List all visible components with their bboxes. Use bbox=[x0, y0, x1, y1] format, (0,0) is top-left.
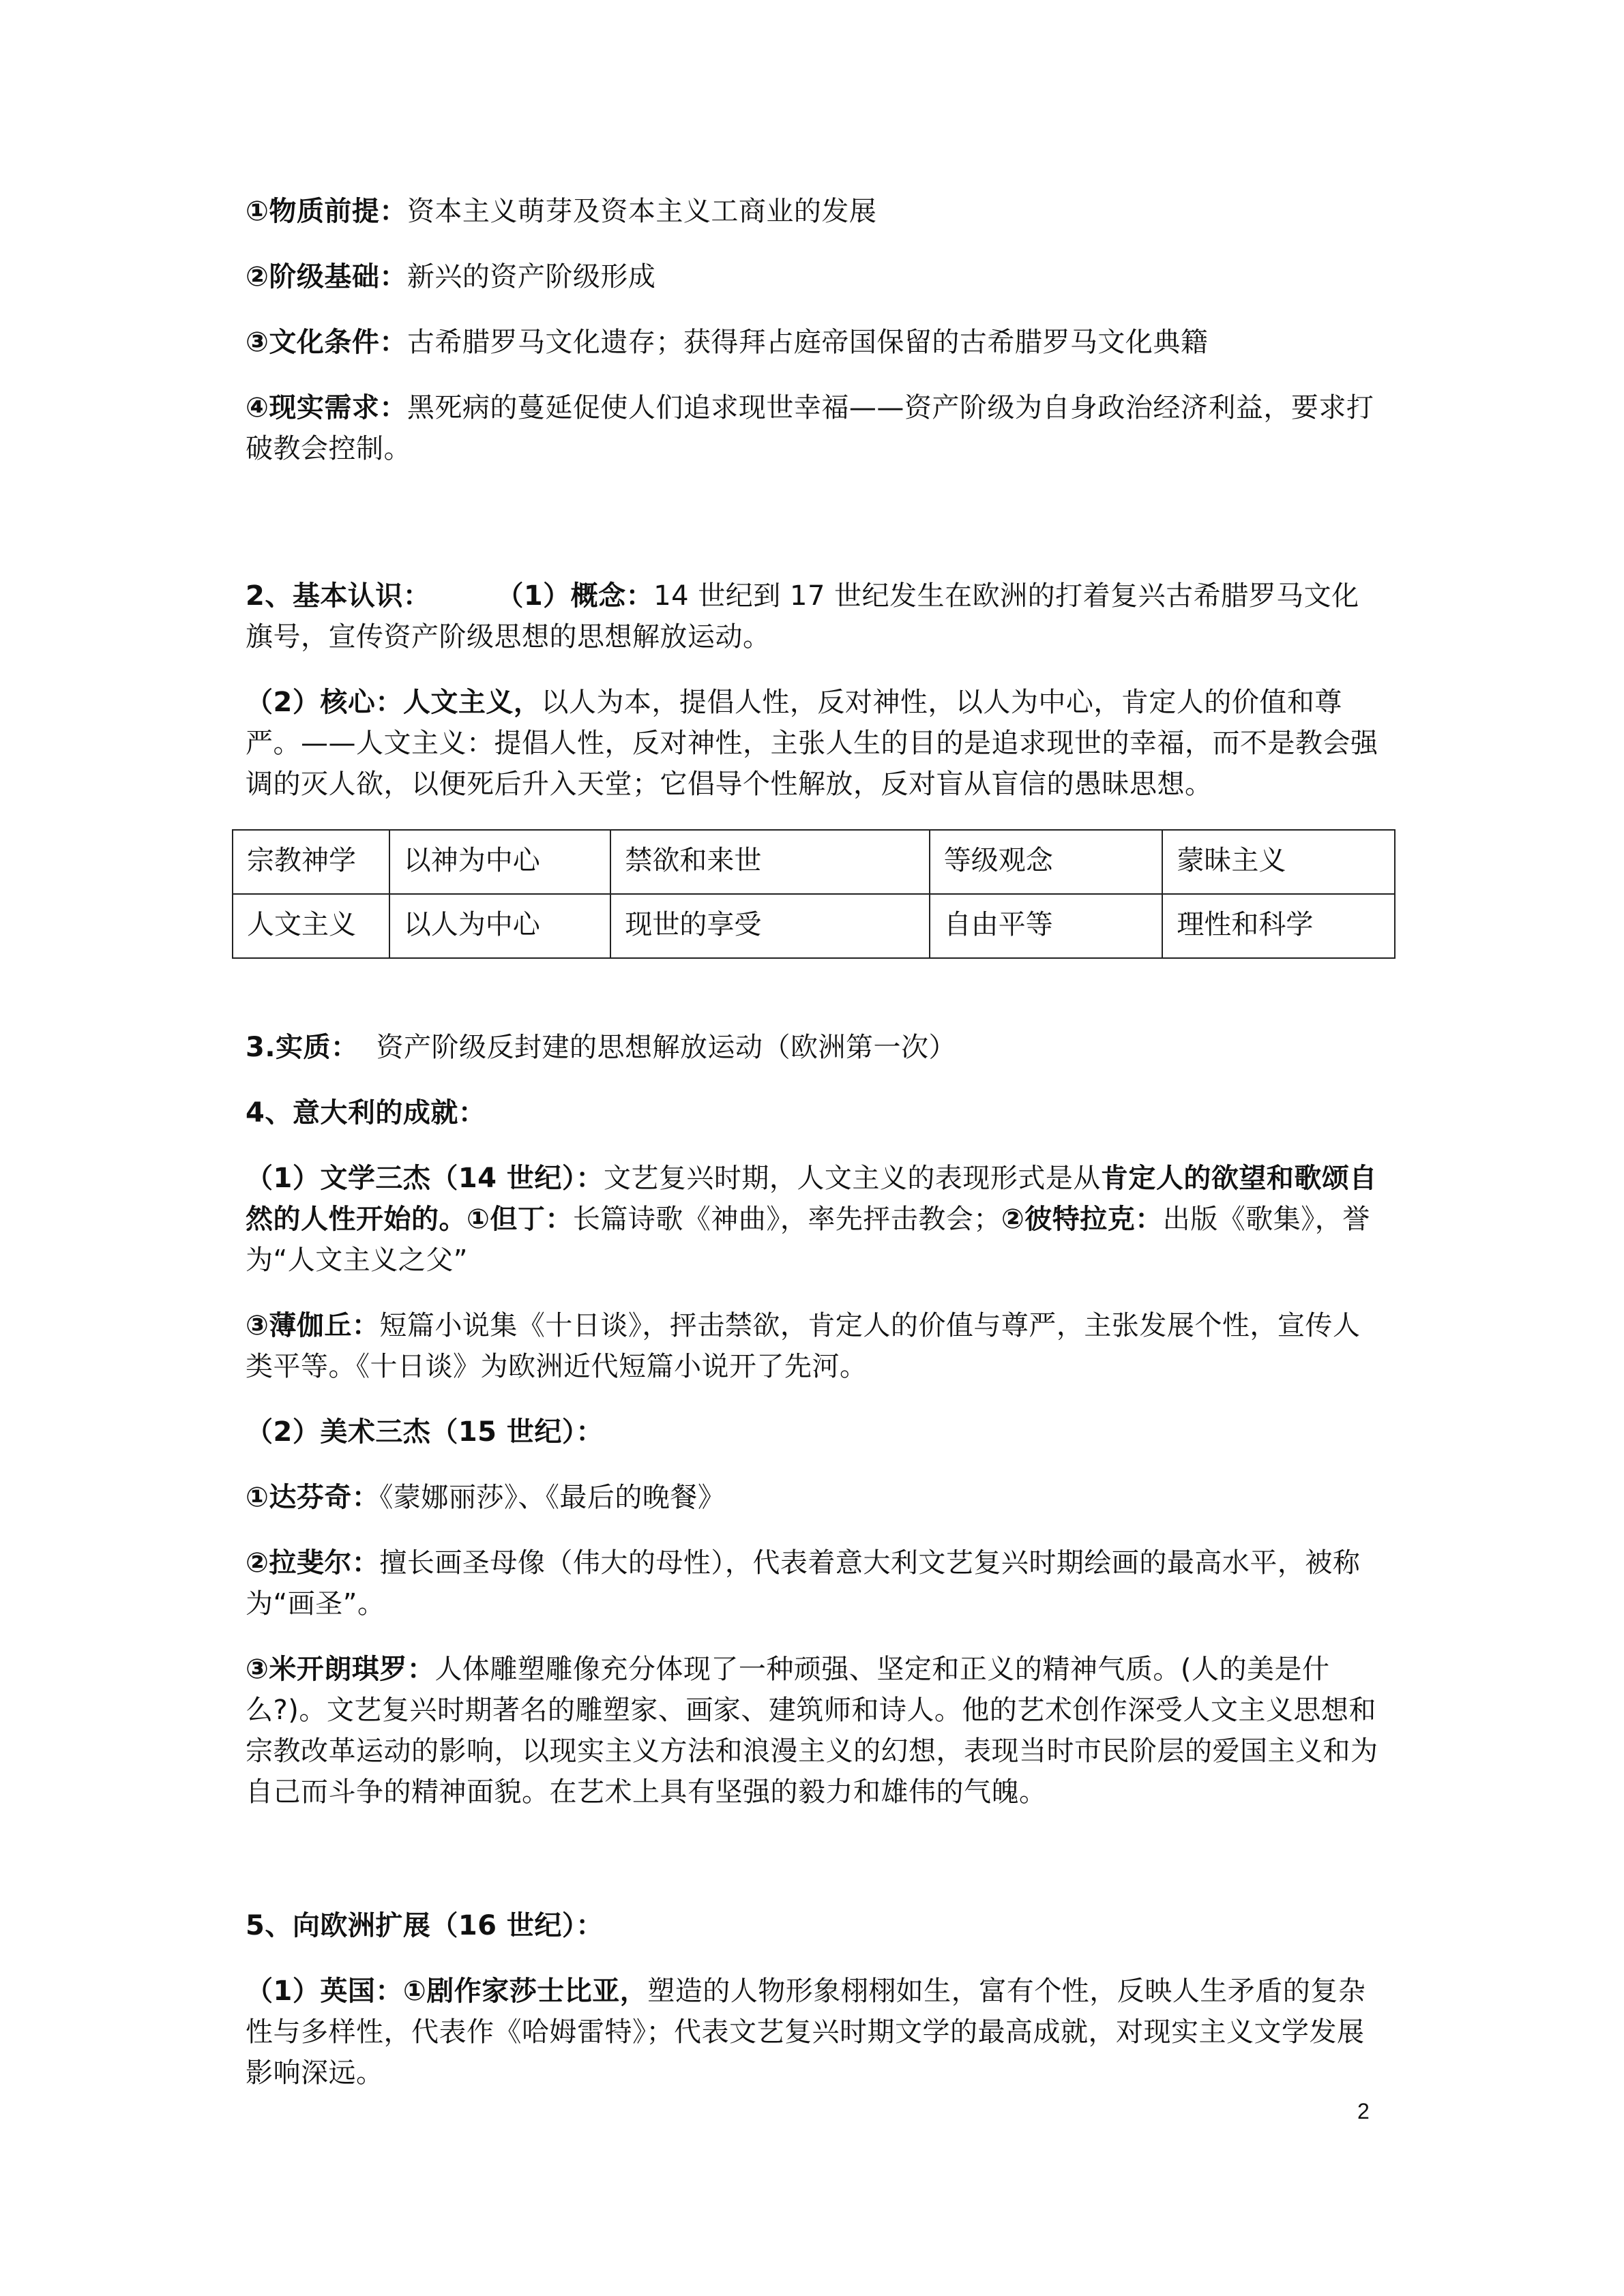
table-cell: 理性和科学 bbox=[1162, 894, 1395, 958]
spacer bbox=[246, 494, 1385, 576]
text-dante: 长篇诗歌《神曲》，率先抨击教会； bbox=[572, 1204, 1001, 1235]
label-davinci: ①达芬奇： bbox=[246, 1482, 380, 1513]
text-michelangelo: 人体雕塑雕像充分体现了一种顽强、坚定和正义的精神气质。(人的美是什么?)。文艺复兴时期著名的雕塑家、画家、建筑师和诗人。他的艺术创作深受人文主义思想和宗教改革运动的影响，以现实主义方法和浪漫主义的幻想，表现当时市民阶层的爱国主义和为自己而斗争的精神面貌。在艺术上具有坚强的毅力和雄伟的气魄。 bbox=[246, 1654, 1378, 1808]
heading-italy-achievements: 4、意大利的成就： bbox=[246, 1097, 486, 1129]
label-petrarch: ②彼特拉克： bbox=[1001, 1204, 1163, 1235]
text-concept: 14 世纪到 17 世纪发生在欧洲的打着复兴古希腊罗马文化旗号，宣传资产阶级思想的思想解放运动。 bbox=[246, 580, 1359, 653]
table-row-humanism bbox=[233, 894, 1395, 958]
text-raphael: 擅长画圣母像（伟大的母性），代表着意大利文艺复兴时期绘画的最高水平，被称为“画圣”。 bbox=[246, 1547, 1361, 1620]
label-dante: ①但丁： bbox=[467, 1204, 573, 1235]
text-boccaccio: 短篇小说集《十日谈》，抨击禁欲，肯定人的价值与尊严，主张发展个性，宣传人类平等。《十日谈》为欧洲近代短篇小说开了先河。 bbox=[246, 1310, 1361, 1382]
paragraph-essence bbox=[246, 1027, 1385, 1068]
table-cell: 蒙昧主义 bbox=[1162, 830, 1395, 894]
spacer bbox=[246, 1837, 1385, 1905]
text-core-humanism: 以人为本，提倡人性，反对神性，以人为中心，肯定人的价值和尊严。——人文主义：提倡人性，反对神性，主张人生的目的是追求现世的幸福，而不是教会强调的灭人欲，以便死后升入天堂；它倡导个性解放，反对盲从盲信的愚昧思想。 bbox=[246, 687, 1378, 800]
paragraph-realistic-needs bbox=[246, 387, 1385, 469]
paragraph-cultural-conditions bbox=[246, 322, 1385, 363]
paragraph-material-premise bbox=[246, 191, 1385, 232]
text-davinci: 《蒙娜丽莎》、《最后的晚餐》 bbox=[379, 1482, 726, 1513]
paragraph-class-basis bbox=[246, 256, 1385, 297]
table-cell: 以神为中心 bbox=[389, 830, 611, 894]
table-cell: 禁欲和来世 bbox=[610, 830, 929, 894]
text-material-premise: 资本主义萌芽及资本主义工商业的发展 bbox=[407, 196, 877, 227]
heading-expansion-europe: 5、向欧洲扩展（16 世纪）： bbox=[246, 1910, 604, 1941]
paragraph-england bbox=[246, 1971, 1385, 2093]
text-realistic-needs: 黑死病的蔓延促使人们追求现世幸福——资产阶级为自身政治经济利益，要求打破教会控制。 bbox=[246, 392, 1374, 464]
table-cell: 宗教神学 bbox=[233, 830, 389, 894]
paragraph-michelangelo bbox=[246, 1649, 1385, 1813]
table-row-theology bbox=[233, 830, 1395, 894]
paragraph-boccaccio bbox=[246, 1305, 1385, 1387]
paragraph-core-humanism bbox=[246, 682, 1385, 805]
table-cell: 以人为中心 bbox=[389, 894, 611, 958]
label-cultural-conditions: ③文化条件： bbox=[246, 327, 407, 358]
label-class-basis: ②阶级基础： bbox=[246, 261, 407, 293]
table-cell: 等级观念 bbox=[930, 830, 1163, 894]
text-literature-bold: 肯定人的欲望和歌颂自然的人性开始的。 bbox=[246, 1163, 1377, 1235]
text-literature-intro: 文艺复兴时期，人文主义的表现形式是从 bbox=[603, 1163, 1101, 1194]
text-cultural-conditions: 古希腊罗马文化遗存；获得拜占庭帝国保留的古希腊罗马文化典籍 bbox=[407, 327, 1209, 358]
text-essence: 资产阶级反封建的思想解放运动（欧洲第一次） bbox=[376, 1032, 957, 1063]
label-raphael: ②拉斐尔： bbox=[246, 1547, 380, 1579]
heading-basic-understanding: 2、基本认识： bbox=[246, 580, 431, 612]
table-cell: 自由平等 bbox=[930, 894, 1163, 958]
paragraph-basic-concept bbox=[246, 576, 1385, 657]
label-concept: （1）概念： bbox=[496, 580, 654, 612]
heading-art-three: （2）美术三杰（15 世纪）： bbox=[246, 1416, 604, 1448]
table-cell: 人文主义 bbox=[233, 894, 389, 958]
paragraph-literature-three bbox=[246, 1158, 1385, 1281]
paragraph-raphael bbox=[246, 1542, 1385, 1624]
comparison-table bbox=[232, 829, 1396, 959]
text-petrarch: 出版《歌集》，誉为“人文主义之父” bbox=[246, 1204, 1370, 1276]
label-michelangelo: ③米开朗琪罗： bbox=[246, 1654, 435, 1685]
label-boccaccio: ③薄伽丘： bbox=[246, 1310, 380, 1341]
label-essence: 3.实质： bbox=[246, 1032, 359, 1063]
page-number: 2 bbox=[1357, 2099, 1370, 2123]
spacer bbox=[246, 959, 1385, 1027]
paragraph-davinci bbox=[246, 1477, 1385, 1518]
label-core-humanism: （2）核心：人文主义， bbox=[246, 687, 542, 718]
text-class-basis: 新兴的资产阶级形成 bbox=[407, 261, 656, 293]
label-material-premise: ①物质前提： bbox=[246, 196, 407, 227]
text-england: 塑造的人物形象栩栩如生，富有个性，反映人生矛盾的复杂性与多样性，代表作《哈姆雷特》；代表文艺复兴时期文学的最高成就，对现实主义文学发展影响深远。 bbox=[246, 1976, 1366, 2089]
label-england: （1）英国：①剧作家莎士比亚， bbox=[246, 1976, 648, 2007]
table-cell: 现世的享受 bbox=[610, 894, 929, 958]
document-body bbox=[246, 191, 1385, 2118]
label-literature-three: （1）文学三杰（14 世纪）： bbox=[246, 1163, 604, 1194]
label-realistic-needs: ④现实需求： bbox=[246, 392, 407, 423]
